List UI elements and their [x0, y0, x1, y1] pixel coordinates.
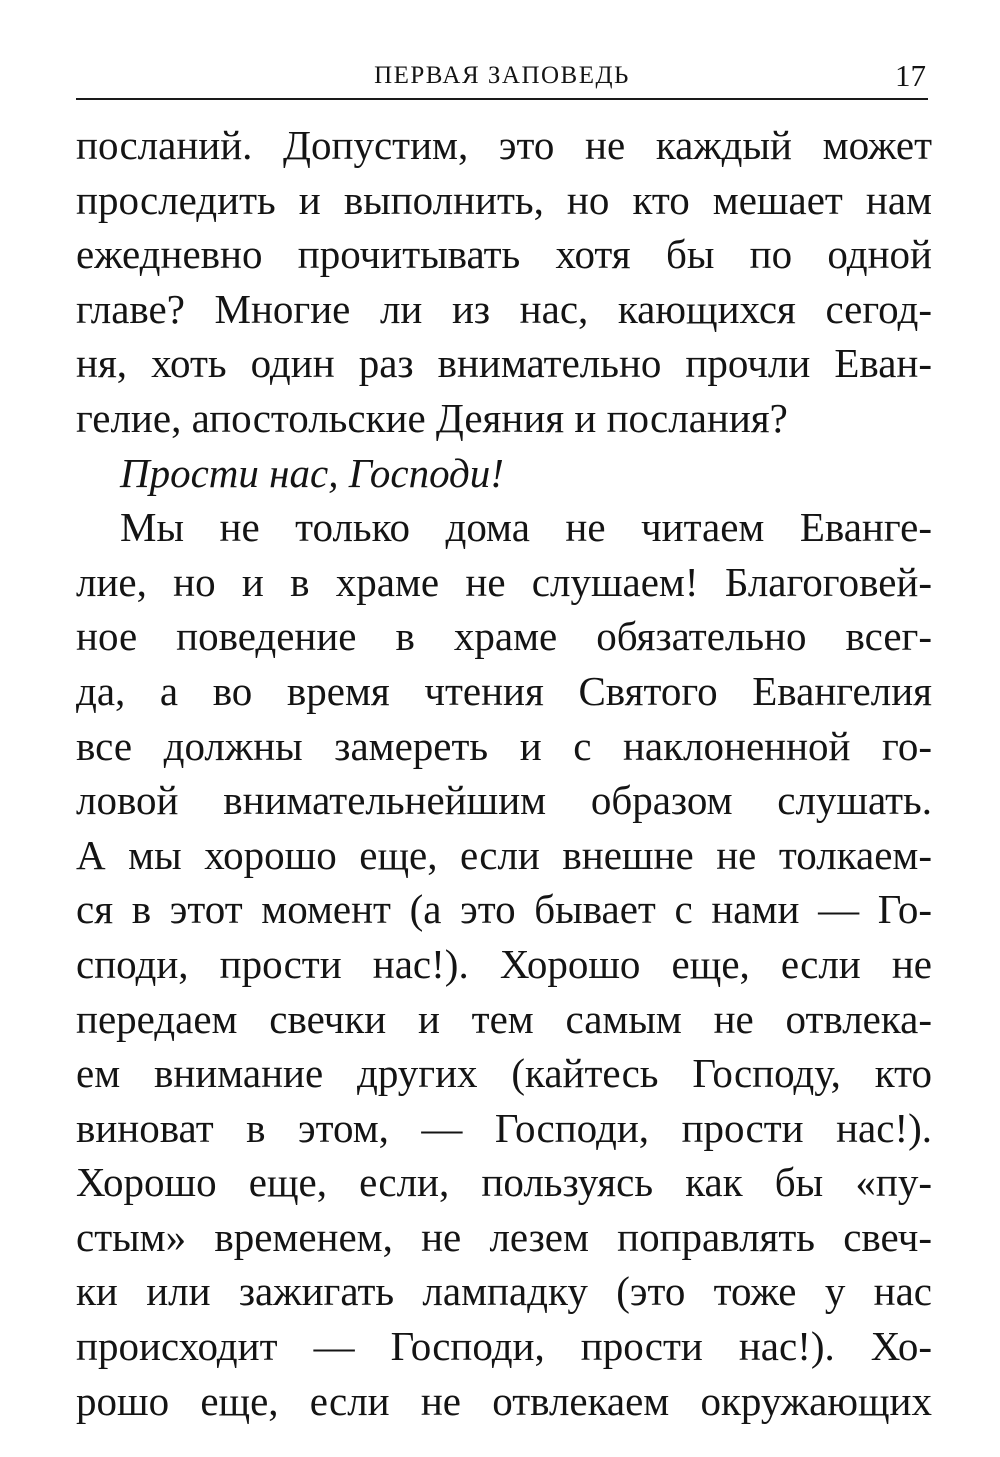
text-line: ся в этот момент (а это бывает с нами — Го- — [76, 886, 932, 933]
text-line: споди, прости нас!). Хорошо еще, если не — [76, 940, 932, 987]
text-line: Мы не только дома не читаем Еванге- — [120, 504, 932, 551]
text-line: ня, хоть один раз внимательно прочли Еван- — [76, 340, 932, 387]
text-line: лие, но и в храме не слушаем! Благоговей- — [76, 558, 932, 605]
text-line: все должны замереть и с наклоненной го- — [76, 722, 932, 769]
body-text — [76, 118, 932, 1428]
text-line: ем внимание других (кайтесь Господу, кто — [76, 1050, 932, 1097]
text-line: главе? Многие ли из нас, кающихся сегод- — [76, 285, 932, 332]
text-line: А мы хорошо еще, если внешне не толкаем- — [76, 831, 932, 878]
text-line: ное поведение в храме обязательно всег- — [76, 613, 932, 660]
page-number: 17 — [895, 58, 926, 93]
text-line: ежедневно прочитывать хотя бы по одной — [76, 231, 932, 278]
text-line: Хорошо еще, если, пользуясь как бы «пу- — [76, 1159, 932, 1206]
text-line: да, а во время чтения Святого Евангелия — [76, 667, 932, 714]
running-header — [76, 58, 928, 100]
text-line: ловой внимательнейшим образом слушать. — [76, 777, 932, 824]
text-line: стым» временем, не лезем поправлять свеч- — [76, 1213, 932, 1260]
text-line: посланий. Допустим, это не каждый может — [76, 122, 932, 168]
text-line: происходит — Господи, прости нас!). Хо- — [76, 1323, 932, 1370]
text-line: виноват в этом, — Господи, прости нас!). — [76, 1104, 932, 1151]
text-line: передаем свечки и тем самым не отвлека- — [76, 995, 932, 1042]
text-line: рошо еще, если не отвлекаем окружающих — [76, 1377, 932, 1424]
running-title: ПЕРВАЯ ЗАПОВЕДЬ — [374, 62, 630, 89]
text-line: Прости нас, Господи! — [120, 449, 504, 496]
text-line: ки или зажигать лампадку (это тоже у нас — [76, 1268, 932, 1315]
text-line: гелие, апостольские Деяния и послания? — [76, 394, 788, 441]
text-line: проследить и выполнить, но кто мешает нам — [76, 176, 932, 223]
